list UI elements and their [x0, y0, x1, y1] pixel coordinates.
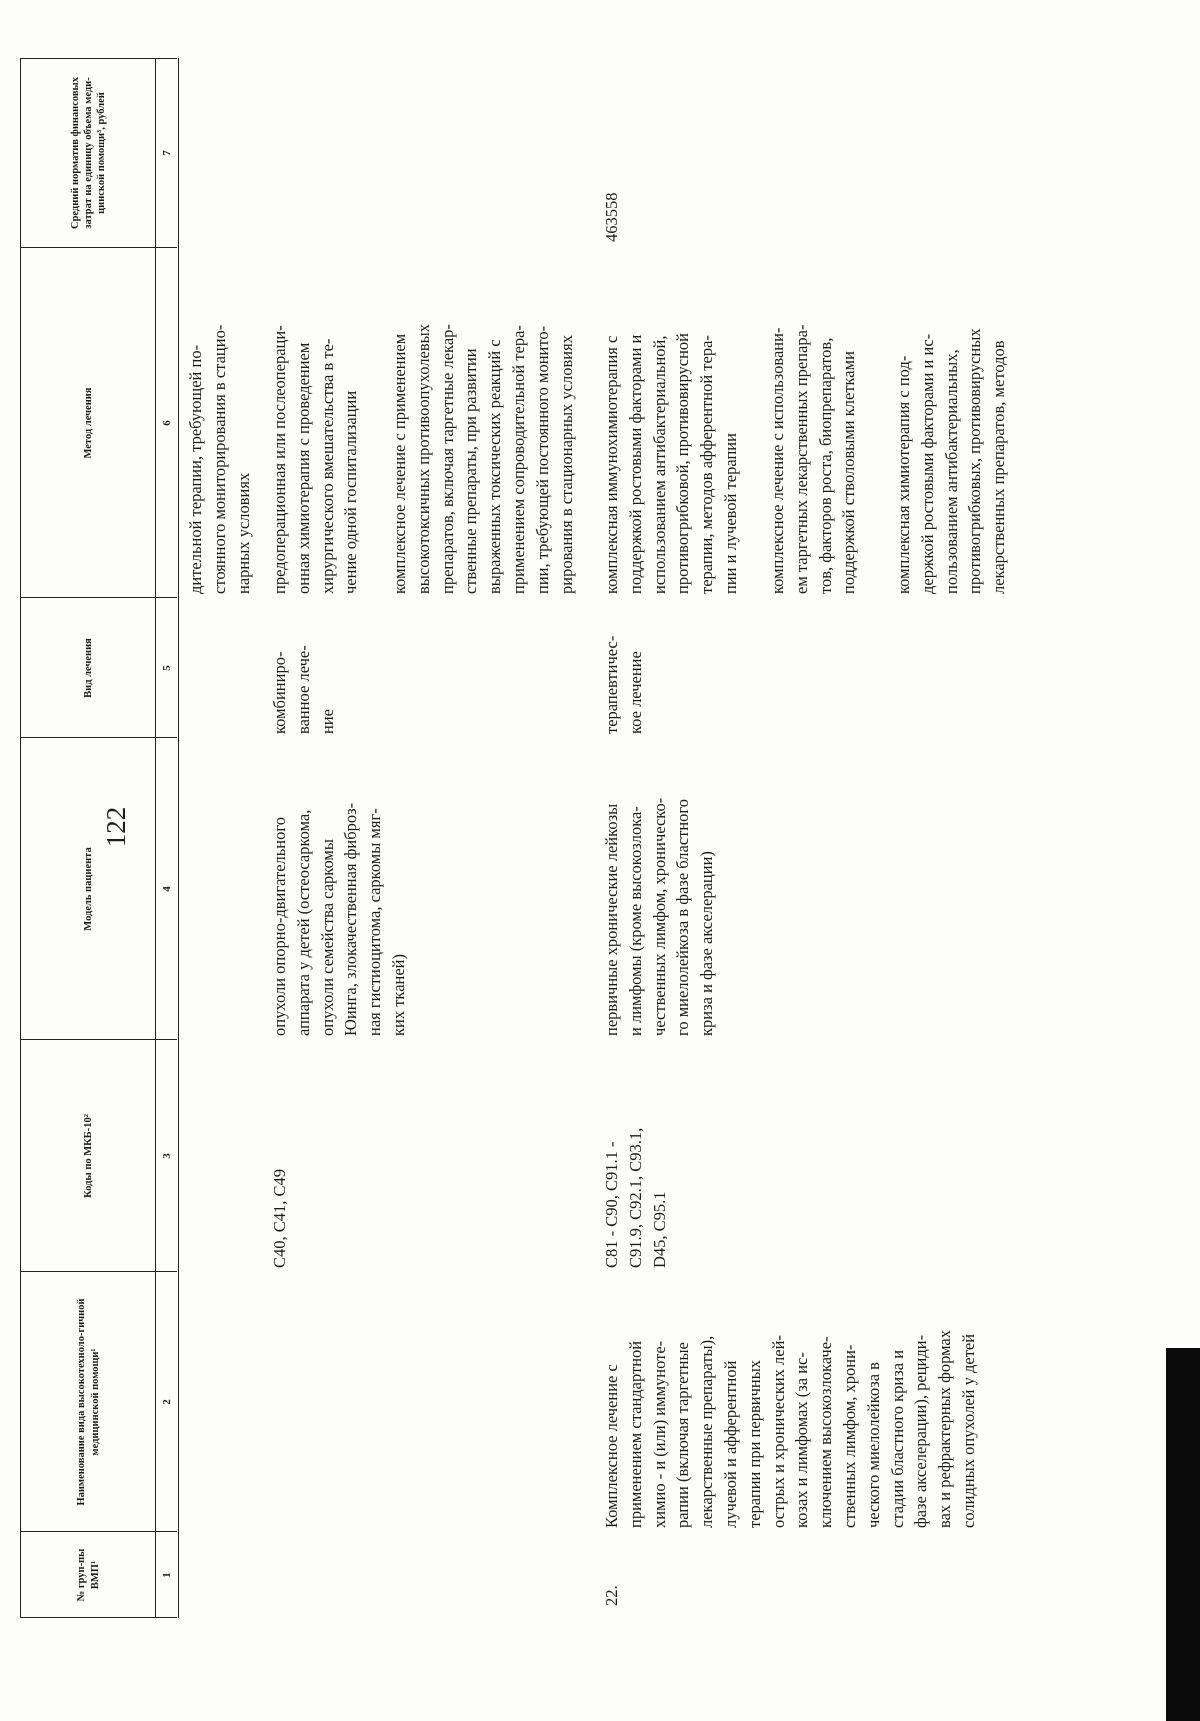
text-line: терапевтичес- — [602, 635, 621, 734]
column-number: 5 — [161, 665, 173, 671]
rotated-table — [20, 58, 1070, 1618]
text-line: фазе акселерации), рециди- — [911, 1334, 931, 1528]
text-line: Юинга, злокачественная фиброз- — [341, 802, 361, 1036]
text-line: ческого миелолейкоза в — [863, 1362, 883, 1528]
column-number: 2 — [161, 1399, 173, 1405]
text-line: го миелолейкоза в фазе бластного — [673, 798, 693, 1036]
text-line: опухоли семейства саркомы — [317, 839, 337, 1036]
text-line: лучевой и афферентной — [720, 1360, 740, 1528]
row-c40-method-2 — [388, 324, 578, 594]
column-divider — [20, 1271, 177, 1272]
text-line: высокотоксичных противоопухолевых — [413, 323, 433, 594]
text-line: ванное лече- — [293, 645, 313, 734]
header-cost-standard: Средний норматив финансовых затрат на единицу объема меди-цинской помощи³, рублей — [69, 77, 108, 230]
header-group-number: № груп-пы ВМП¹ — [76, 1548, 101, 1602]
text-line: вах и рефрактерных формах — [935, 1330, 955, 1528]
row-22-cost — [600, 193, 624, 243]
text-line: использованием антибактериальной, — [649, 335, 669, 594]
row-c40-codes — [268, 1169, 292, 1268]
text-line: химио - и (или) иммуноте- — [649, 1340, 669, 1528]
text-line: ственных лимфом, хрони- — [839, 1344, 859, 1528]
column-divider — [20, 247, 177, 248]
column-number: 3 — [161, 1153, 173, 1159]
text-line: комплексная химиотерапия с под- — [894, 355, 913, 594]
text-line: D45, C95.1 — [649, 1191, 669, 1268]
text-line: онная химиотерапия с проведением — [293, 342, 313, 594]
text-line: аппарата у детей (остеосаркома, — [293, 809, 313, 1036]
row-c40-patient-model — [268, 803, 411, 1036]
text-line: дительной терапии, требующей по- — [186, 344, 205, 594]
page-number: 122 — [101, 806, 131, 848]
column-number: 4 — [161, 886, 173, 892]
text-line: нарных условиях — [233, 472, 253, 594]
text-line: применением сопроводительной тера- — [508, 325, 528, 594]
text-line: рапии (включая таргетные — [673, 1342, 693, 1528]
text-line: и лимфомы (кроме высокозлока- — [625, 806, 645, 1036]
text-line: предоперационная или послеопераци- — [270, 325, 289, 594]
column-divider — [20, 58, 177, 59]
row-22-icd-codes — [600, 1128, 671, 1268]
text-line: применением стандартной — [625, 1340, 645, 1528]
text-line: держкой ростовыми факторами и ис- — [917, 333, 937, 594]
column-divider — [20, 1617, 177, 1618]
text-line: поддержкой стволовыми клетками — [839, 351, 859, 594]
text-line: 22. — [602, 1585, 621, 1606]
text-line: стоянного мониторирования в стацио- — [209, 324, 229, 594]
header-row — [20, 58, 156, 1618]
row-22-method-2 — [766, 325, 861, 594]
text-line: опухоли опорно-двигательного — [270, 817, 289, 1036]
text-line: терапии при первичных — [744, 1359, 764, 1528]
column-number-row — [155, 58, 179, 1618]
column-divider — [20, 597, 177, 598]
column-number: 7 — [161, 150, 173, 156]
row-c40-treatment-type — [268, 645, 339, 734]
row-22-vmp-name — [600, 1330, 981, 1528]
text-line: чение одной госпитализации — [341, 390, 361, 594]
text-line: выраженных токсических реакций с — [485, 339, 505, 594]
text-line: тов, факторов роста, биопрепаратов, — [815, 337, 835, 594]
text-line: 463558 — [602, 192, 621, 242]
text-line: лекарственные препараты), — [697, 1335, 717, 1528]
text-line: ственные препараты, при развитии — [461, 348, 481, 594]
row-22-treatment-type — [600, 636, 648, 734]
text-line: пии и лучевой терапии — [720, 433, 740, 594]
text-line: C81 - C90, C91.1 - — [602, 1141, 621, 1268]
row-c40-method-1 — [268, 325, 363, 594]
column-divider — [20, 1531, 177, 1532]
text-line: ем таргетных лекарственных препара- — [791, 324, 811, 594]
column-divider — [20, 737, 177, 738]
text-line: ключением высокозлокаче- — [816, 1336, 836, 1528]
header-patient-model: Модель пациента — [82, 847, 94, 931]
row-22-method-3 — [892, 328, 1011, 594]
text-line: поддержкой ростовыми факторами и — [625, 334, 645, 594]
text-line: комплексное лечение с применением — [390, 333, 409, 594]
text-line: лекарственных препаратов, методов — [989, 340, 1009, 594]
text-line: ная гистиоцитома, саркомы мяг- — [365, 808, 385, 1036]
text-line: противогрибковых, противовирусных — [965, 328, 985, 594]
text-line: кое лечение — [625, 651, 645, 734]
row-22-method-1 — [600, 333, 743, 594]
text-line: ких тканей) — [388, 953, 408, 1036]
continued-method-text — [184, 325, 255, 594]
header-vmp-name: Наименование вида высокотехноло-гичной медицинской помощи¹ — [76, 1298, 101, 1506]
text-line: криза и фазе акселерации) — [697, 851, 717, 1036]
column-number: 6 — [161, 420, 173, 426]
text-line: солидных опухолей у детей — [958, 1333, 978, 1528]
text-line: комплексное лечение с использовани- — [768, 327, 787, 594]
text-line: острых и хронических лей- — [768, 1335, 788, 1528]
text-line: чественных лимфом, хроническо- — [649, 797, 669, 1036]
text-line: рирования в стационарных условиях — [556, 335, 576, 594]
text-line: комплексная иммунохимиотерапия с — [602, 335, 621, 594]
column-number: 1 — [161, 1572, 173, 1578]
column-divider — [20, 1039, 177, 1040]
text-line: хирургического вмешательства в те- — [317, 338, 337, 594]
row-22-patient-model — [600, 798, 719, 1036]
text-line: Комплексное лечение с — [602, 1364, 621, 1528]
scan-edge-shadow — [1166, 1348, 1200, 1721]
text-line: пии, требующей постоянного монито- — [532, 325, 552, 594]
text-line: стадии бластного криза и — [887, 1349, 907, 1528]
text-line: пользованием антибактериальных, — [941, 349, 961, 594]
header-treatment-type: Вид лечения — [82, 638, 94, 698]
text-line: терапии, методов афферентной тера- — [697, 335, 717, 594]
text-line: противогрибковой, противовирусной — [673, 333, 693, 594]
text-line: козах и лимфомах (за ис- — [792, 1352, 812, 1528]
text-line: препаратов, включая таргетные лекар- — [437, 324, 457, 594]
header-icd-codes: Коды по МКБ-10² — [82, 1114, 94, 1198]
text-line: C40, C41, C49 — [270, 1168, 289, 1268]
text-line: первичные хронические лейкозы — [602, 803, 621, 1036]
text-line: комбиниро- — [270, 651, 289, 734]
header-treatment-method: Метод лечения — [82, 387, 94, 459]
text-line: C91.9, C92.1, C93.1, — [625, 1127, 645, 1268]
row-22-group-number — [600, 1585, 624, 1606]
text-line: ние — [317, 709, 337, 734]
